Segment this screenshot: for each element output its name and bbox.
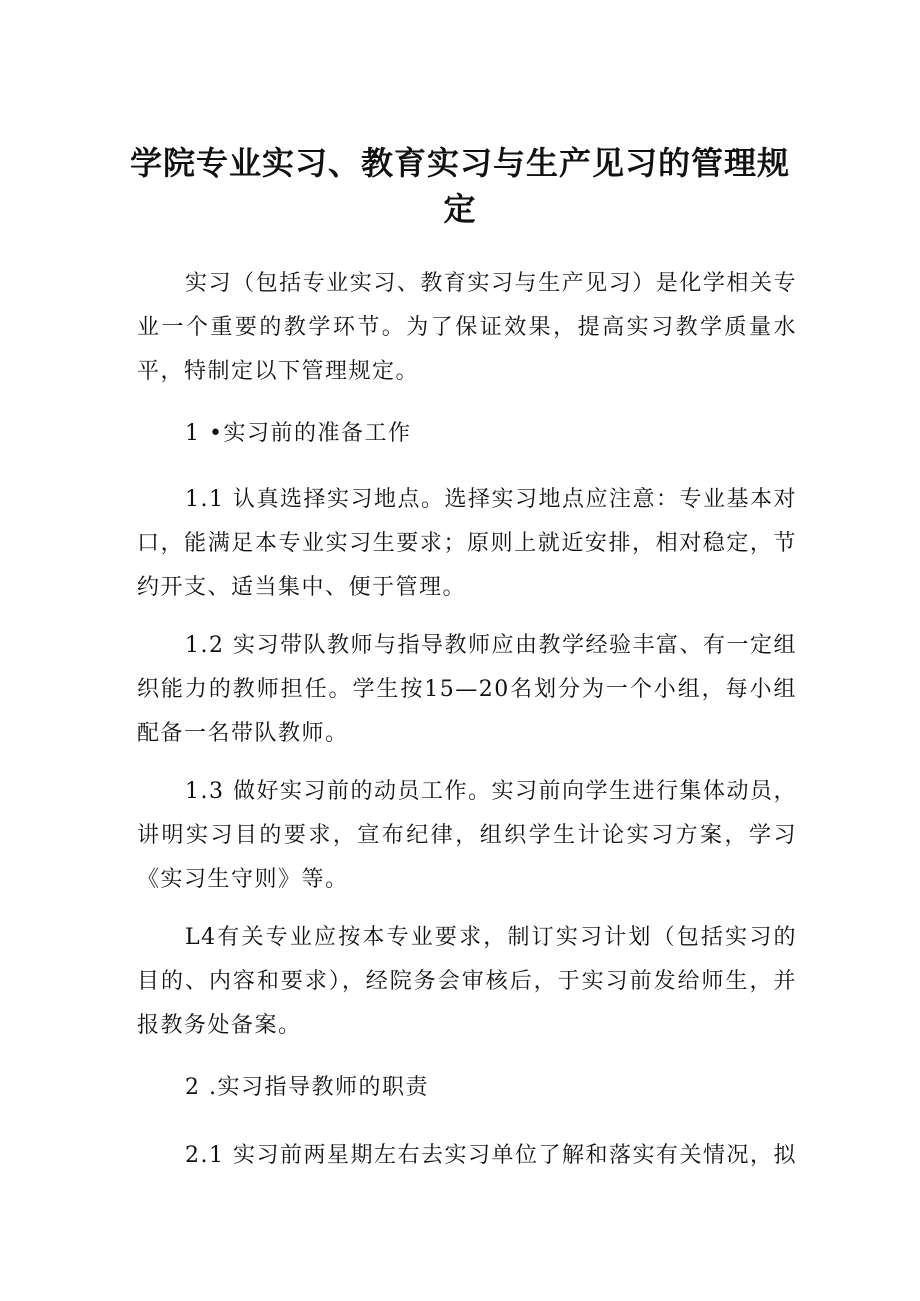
section-1-item-1: 1.1 认真选择实习地点。选择实习地点应注意：专业基本对口，能满足本专业实习生要求；原则上就近安排，相对稳定，节约开支、适当集中、便于管理。 (137, 487, 797, 600)
section-1-item-2: 1.2 实习带队教师与指导教师应由教学经验丰富、有一定组织能力的教师担任。学生按15—20名划分为一个小组，每小组配备一名带队教师。 (137, 633, 797, 746)
section-1-heading: 1 •实习前的准备工作 (185, 421, 412, 446)
section-1-item-3: 1.3 做好实习前的动员工作。实习前向学生进行集体动员，讲明实习目的要求，宣布纪律，组织学生计论实习方案，学习《实习生守则》等。 (137, 779, 797, 892)
document-title: 学院专业实习、教育实习与生产见习的管理规定 (129, 144, 790, 228)
section-2-heading: 2 .实习指导教师的职责 (185, 1075, 429, 1100)
section-2-item-1: 2.1 实习前两星期左右去实习单位了解和落实有关情况，拟 (185, 1143, 797, 1168)
section-1-item-4: L4有关专业应按本专业要求，制订实习计划（包括实习的目的、内容和要求），经院务会审核后，于实习前发给师生，并报教务处备案。 (137, 925, 797, 1038)
intro-paragraph: 实习（包括专业实习、教育实习与生产见习）是化学相关专业一个重要的教学环节。为了保证效果，提高实习教学质量水平，特制定以下管理规定。 (137, 271, 797, 384)
